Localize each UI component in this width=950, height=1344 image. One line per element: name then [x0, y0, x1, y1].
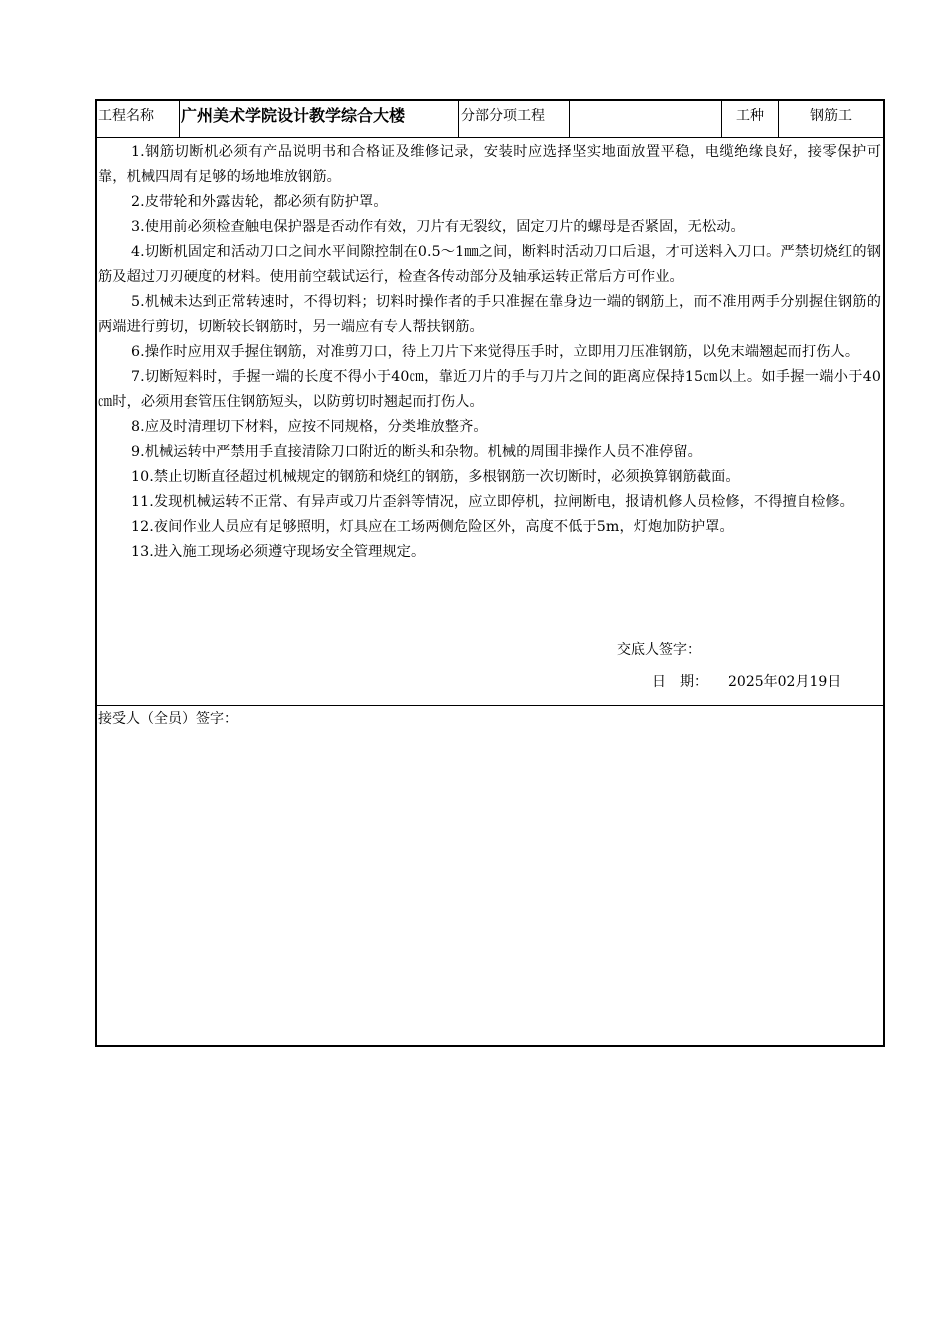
briefing-date: [652, 670, 841, 695]
briefing-item-12: 12.夜间作业人员应有足够照明，灯具应在工场两侧危险区外，高度不低于5m，灯炮加防护罩。: [131, 519, 734, 535]
issuer-signature-label: 交底人签字：: [617, 642, 701, 658]
subproject-value[interactable]: [570, 101, 722, 137]
briefing-item-9: 9.机械运转中严禁用手直接清除刀口附近的断头和杂物。机械的周围非操作人员不准停留。: [131, 444, 702, 460]
receiver-signature-label: 接受人（全员）签字：: [98, 711, 238, 727]
briefing-item-8: 8.应及时清理切下材料，应按不同规格，分类堆放整齐。: [131, 419, 488, 435]
briefing-item-3: 3.使用前必须检查触电保护器是否动作有效，刀片有无裂纹，固定刀片的螺母是否紧固，无松动。: [131, 219, 745, 235]
briefing-item-1: 1.钢筋切断机必须有产品说明书和合格证及维修记录，安装时应选择坚实地面放置平稳，电缆绝缘良好，接零保护可靠，机械四周有足够的场地堆放钢筋。: [98, 144, 881, 185]
receiver-signature-field[interactable]: [98, 707, 238, 732]
briefing-item-4: 4.切断机固定和活动刀口之间水平间隙控制在0.5～1㎜之间，断料时活动刀口后退，才可送料入刀口。严禁切烧红的钢筋及超过刀刃硬度的材料。使用前空载试运行，检查各传动部分及轴承运转正常后方可作业。: [98, 244, 881, 285]
project-name-value[interactable]: 广州美术学院设计教学综合大楼: [180, 101, 459, 137]
briefing-item-2: 2.皮带轮和外露齿轮，都必须有防护罩。: [131, 194, 388, 210]
trade-label: 工种: [722, 101, 779, 137]
safety-briefing-form: [95, 99, 885, 1047]
project-name-label: 工程名称: [97, 101, 180, 137]
form-header-row: [97, 101, 883, 138]
briefing-item-7: 7.切断短料时，手握一端的长度不得小于40㎝，靠近刀片的手与刀片之间的距离应保持15㎝以上。如手握一端小于40㎝时，必须用套管压住钢筋短头，以防剪切时翘起而打伤人。: [98, 369, 881, 410]
date-value: 2025年02月19日: [728, 674, 842, 690]
briefing-item-6: 6.操作时应用双手握住钢筋，对准剪刀口，待上刀片下来觉得压手时，立即用刀压准钢筋，以免末端翘起而打伤人。: [131, 344, 860, 360]
trade-value[interactable]: 钢筋工: [810, 108, 852, 124]
subproject-label: 分部分项工程: [459, 101, 570, 137]
briefing-item-5: 5.机械未达到正常转速时，不得切料；切料时操作者的手只准握在靠身边一端的钢筋上，而不准用两手分别握住钢筋的两端进行剪切，切断较长钢筋时，另一端应有专人帮扶钢筋。: [98, 294, 881, 335]
briefing-content: [97, 138, 883, 706]
briefing-item-13: 13.进入施工现场必须遵守现场安全管理规定。: [131, 544, 426, 560]
issuer-signature-field[interactable]: [617, 638, 701, 663]
briefing-item-10: 10.禁止切断直径超过机械规定的钢筋和烧红的钢筋，多根钢筋一次切断时，必须换算钢筋截面。: [131, 469, 740, 485]
date-label: 日 期：: [652, 674, 708, 690]
briefing-item-11: 11.发现机械运转不正常、有异声或刀片歪斜等情况，应立即停机，拉闸断电，报请机修人员检修，不得擅自检修。: [131, 494, 854, 510]
